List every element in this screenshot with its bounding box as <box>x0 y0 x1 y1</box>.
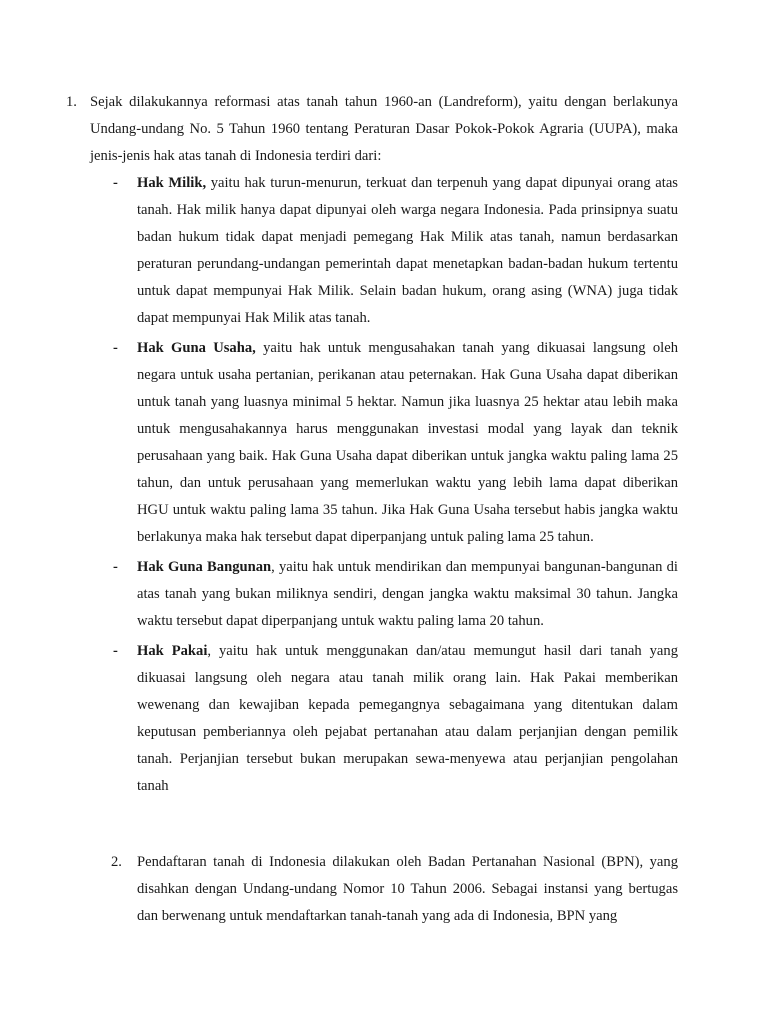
list-item-2 <box>111 849 678 930</box>
list-item-2-text: Pendaftaran tanah di Indonesia dilakukan oleh Badan Pertanahan Nasional (BPN), yang disahkan dengan Undang-undang Nomor 10 Tahun 2006. Sebagai instansi yang bertugas dan berwenang untuk mendaftarkan tanah-tanah yang ada di Indonesia, BPN yang <box>137 854 678 924</box>
bullet-term: Hak Guna Usaha, <box>137 340 256 356</box>
bullet-term: Hak Milik, <box>137 175 207 191</box>
bullet-text: , yaitu hak untuk menggunakan dan/atau memungut hasil dari tanah yang dikuasai langsung oleh negara atau tanah milik orang lain. Hak Pakai memberikan wewenang dan kewajiban kepada pemegangnya sebagaimana yang ditentukan dalam keputusan pemberiannya oleh pejabat pertanahan atau dalam perjanjian dengan pemilik tanah. Perjanjian tersebut bukan merupakan sewa-menyewa atau perjanjian pengolahan tanah <box>137 643 678 794</box>
list-number-2: 2. <box>111 854 122 870</box>
bullet-hak-guna-bangunan <box>113 554 678 635</box>
list-number-1: 1. <box>66 94 77 110</box>
bullet-marker: - <box>113 559 118 575</box>
list-item-1-text: Sejak dilakukannya reformasi atas tanah tahun 1960-an (Landreform), yaitu dengan berlakunya Undang-undang No. 5 Tahun 1960 tentang Peraturan Dasar Pokok-Pokok Agraria (UUPA), maka jenis-jenis hak atas tanah di Indonesia terdiri dari: <box>90 94 678 164</box>
bullet-hak-guna-usaha <box>113 335 678 551</box>
bullet-list <box>113 170 678 800</box>
bullet-marker: - <box>113 340 118 356</box>
bullet-hak-pakai <box>113 638 678 800</box>
bullet-term: Hak Guna Bangunan <box>137 559 272 575</box>
bullet-hak-milik <box>113 170 678 332</box>
bullet-marker: - <box>113 643 118 659</box>
bullet-term: Hak Pakai <box>137 643 208 659</box>
bullet-marker: - <box>113 175 118 191</box>
bullet-text: yaitu hak untuk mengusahakan tanah yang dikuasai langsung oleh negara untuk usaha pertanian, perikanan atau peternakan. Hak Guna Usaha dapat diberikan untuk tanah yang luasnya minimal 5 hektar. Namun jika luasnya 25 hektar atau lebih maka untuk mengusahakannya harus menggunakan investasi modal yang layak dan teknik perusahaan yang baik. Hak Guna Usaha dapat diberikan untuk jangka waktu paling lama 25 tahun, dan untuk perusahaan yang memerlukan waktu yang lebih lama dapat diberikan HGU untuk waktu paling lama 35 tahun. Jika Hak Guna Usaha tersebut habis jangka waktu berlakunya maka hak tersebut dapat diperpanjang untuk paling lama 25 tahun. <box>137 340 678 545</box>
bullet-text: , yaitu hak untuk mendirikan dan mempunyai bangunan-bangunan di atas tanah yang bukan miliknya sendiri, dengan jangka waktu maksimal 30 tahun. Jangka waktu tersebut dapat diperpanjang untuk waktu paling lama 20 tahun. <box>137 559 678 629</box>
bullet-text: yaitu hak turun-menurun, terkuat dan terpenuh yang dapat dipunyai orang atas tanah. Hak milik hanya dapat dipunyai oleh warga negara Indonesia. Pada prinsipnya suatu badan hukum tidak dapat menjadi pemegang Hak Milik atas tanah, namun berdasarkan peraturan perundang-undangan pemerintah dapat menetapkan badan-badan hukum tertentu untuk dapat mempunyai Hak Milik. Selain badan hukum, orang asing (WNA) juga tidak dapat mempunyai Hak Milik atas tanah. <box>137 175 678 326</box>
list-item-1 <box>66 89 678 170</box>
